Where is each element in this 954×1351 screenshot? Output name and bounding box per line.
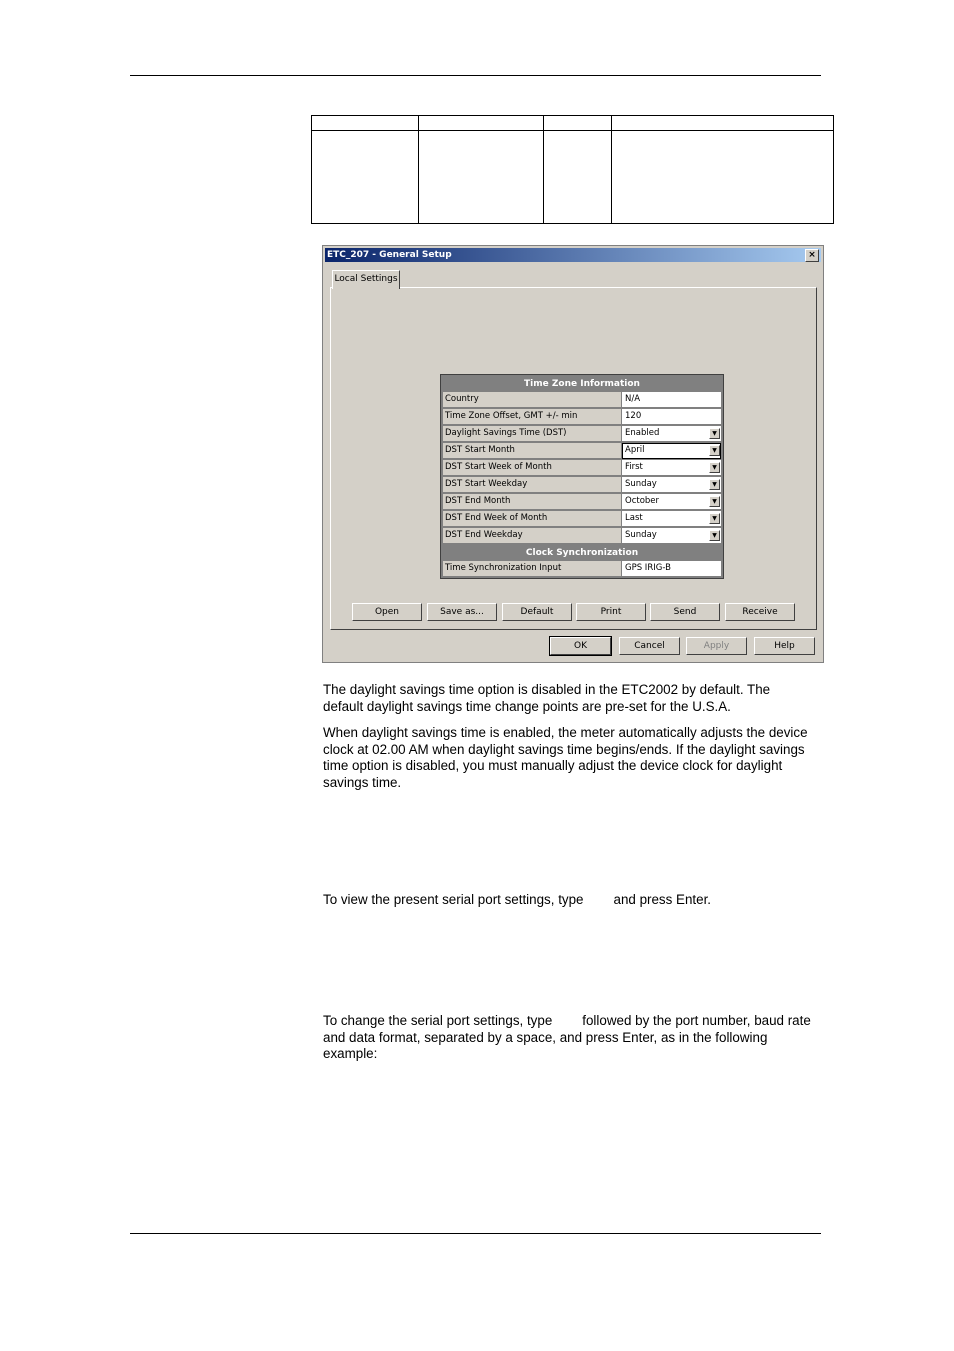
- grid-row-label: DST End Week of Month: [443, 511, 621, 527]
- chevron-down-icon[interactable]: ▼: [709, 445, 720, 456]
- time-zone-header: Time Zone Information: [443, 377, 721, 391]
- chevron-down-icon[interactable]: ▼: [709, 496, 720, 507]
- grid-row-label: DST End Weekday: [443, 528, 621, 544]
- view-serial-paragraph: [323, 892, 823, 909]
- grid-row-label: Time Zone Offset, GMT +/- min: [443, 409, 621, 425]
- table-column-divider: [611, 116, 612, 223]
- dst-start-weekday-select[interactable]: [622, 477, 721, 493]
- tab-local-settings[interactable]: Local Settings: [332, 270, 400, 289]
- close-icon[interactable]: ×: [805, 249, 819, 262]
- dst-end-month-select[interactable]: [622, 494, 721, 510]
- chevron-down-icon[interactable]: ▼: [709, 428, 720, 439]
- grid-row-label: Daylight Savings Time (DST): [443, 426, 621, 442]
- grid-row-time-zone-offset[interactable]: [443, 409, 721, 425]
- chevron-down-icon[interactable]: ▼: [709, 513, 720, 524]
- time-sync-input-field[interactable]: GPS IRIG-B: [622, 561, 721, 577]
- time-zone-offset-field[interactable]: 120: [622, 409, 721, 425]
- grid-row-time-sync-input[interactable]: [443, 561, 721, 577]
- general-setup-dialog: [322, 245, 824, 663]
- default-button[interactable]: Default: [502, 603, 572, 621]
- dst-end-week-select[interactable]: [622, 511, 721, 527]
- dst-select[interactable]: [622, 426, 721, 442]
- cancel-button[interactable]: Cancel: [619, 637, 680, 655]
- dst-start-month-value: April: [625, 445, 645, 455]
- change-serial-text-b: followed by the port number, baud rate and data format, separated by a space, and press Enter, as in the following example:: [323, 1013, 811, 1061]
- dst-end-week-value: Last: [625, 513, 643, 523]
- grid-row-label: DST Start Month: [443, 443, 621, 459]
- chevron-down-icon[interactable]: ▼: [709, 462, 720, 473]
- empty-table: [311, 115, 834, 224]
- dst-start-week-value: First: [625, 462, 643, 472]
- send-button[interactable]: Send: [650, 603, 720, 621]
- dst-end-weekday-value: Sunday: [625, 530, 657, 540]
- ok-button[interactable]: OK: [550, 637, 611, 655]
- grid-row-label: Time Synchronization Input: [443, 561, 621, 577]
- grid-row-dst-start-month[interactable]: [443, 443, 721, 459]
- country-field[interactable]: N/A: [622, 392, 721, 408]
- view-serial-text-b: and press Enter.: [613, 892, 712, 907]
- help-button[interactable]: Help: [754, 637, 815, 655]
- grid-row-label: Country: [443, 392, 621, 408]
- dst-default-paragraph: The daylight savings time option is disabled in the ETC2002 by default. The default daylight savings time change points are pre-set for the U.S.A.: [323, 682, 771, 714]
- change-serial-text-a: To change the serial port settings, type: [323, 1013, 553, 1028]
- grid-row-dst-start-week[interactable]: [443, 460, 721, 476]
- grid-row-label: DST Start Weekday: [443, 477, 621, 493]
- table-column-divider: [418, 116, 419, 223]
- dst-end-month-value: October: [625, 496, 660, 506]
- chevron-down-icon[interactable]: ▼: [709, 479, 720, 490]
- apply-button[interactable]: Apply: [686, 637, 747, 655]
- clock-sync-header: Clock Synchronization: [443, 546, 721, 560]
- grid-row-dst-start-weekday[interactable]: [443, 477, 721, 493]
- grid-row-label: DST Start Week of Month: [443, 460, 621, 476]
- dst-start-month-select[interactable]: [622, 443, 721, 459]
- top-rule: [130, 75, 821, 76]
- dialog-title: ETC_207 - General Setup: [327, 250, 452, 260]
- view-serial-text-a: To view the present serial port settings, type: [323, 892, 584, 907]
- save-as-button[interactable]: Save as...: [427, 603, 497, 621]
- grid-row-dst-end-week[interactable]: [443, 511, 721, 527]
- table-header-divider: [312, 130, 833, 131]
- bottom-rule: [130, 1233, 821, 1234]
- dst-enabled-paragraph: When daylight savings time is enabled, the meter automatically adjusts the device clock at 02.00 AM when daylight savings time begins/ends. If the daylight savings time option is disabled, you must manually adjust the device clock for daylight savings time.: [323, 725, 808, 790]
- dst-start-week-select[interactable]: [622, 460, 721, 476]
- table-column-divider: [543, 116, 544, 223]
- grid-row-dst[interactable]: [443, 426, 721, 442]
- chevron-down-icon[interactable]: ▼: [709, 530, 720, 541]
- change-serial-paragraph: [323, 1013, 811, 1063]
- grid-row-label: DST End Month: [443, 494, 621, 510]
- dialog-title-bar[interactable]: [325, 248, 821, 262]
- dst-start-weekday-value: Sunday: [625, 479, 657, 489]
- dst-end-weekday-select[interactable]: [622, 528, 721, 544]
- grid-row-dst-end-month[interactable]: [443, 494, 721, 510]
- grid-row-country[interactable]: [443, 392, 721, 408]
- print-button[interactable]: Print: [576, 603, 646, 621]
- receive-button[interactable]: Receive: [725, 603, 795, 621]
- tab-panel: [330, 287, 817, 630]
- settings-grid: [440, 374, 724, 579]
- open-button[interactable]: Open: [352, 603, 422, 621]
- grid-row-dst-end-weekday[interactable]: [443, 528, 721, 544]
- dst-value: Enabled: [625, 428, 660, 438]
